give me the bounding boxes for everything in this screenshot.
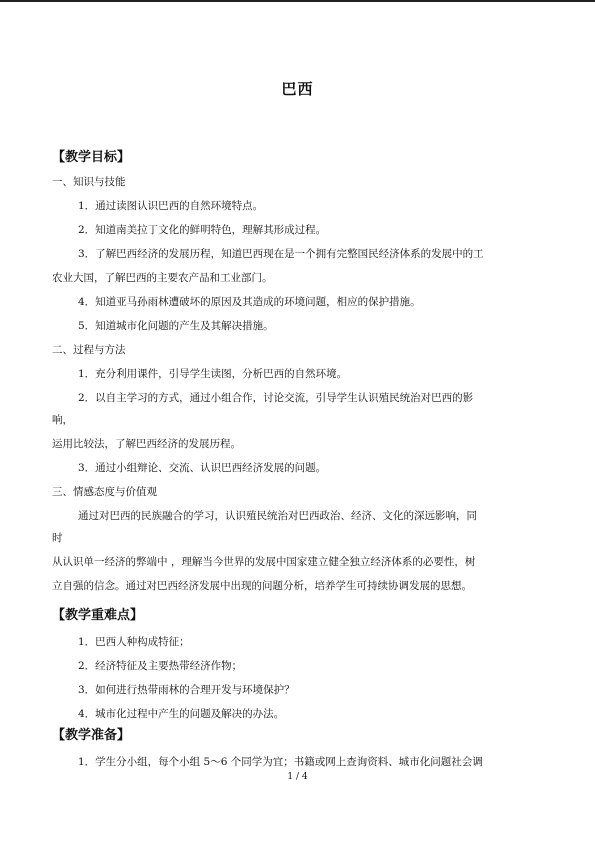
list-item: 1．巴西人种构成特征； bbox=[78, 636, 190, 648]
paragraph-line: 1．充分利用课件，引导学生读图，分析巴西的自然环境。 bbox=[78, 368, 348, 380]
top-border bbox=[0, 0, 595, 2]
subheading-values: 三、情感态度与价值观 bbox=[52, 486, 157, 498]
section-heading-prep: 【教学准备】 bbox=[52, 728, 131, 743]
section-heading-goals: 【教学目标】 bbox=[52, 150, 131, 165]
list-item: 4．城市化过程中产生的问题及解决的办法。 bbox=[78, 708, 285, 720]
subheading-knowledge: 一、知识与技能 bbox=[52, 176, 126, 188]
paragraph-line: 立自强的信念。通过对巴西经济发展中出现的问题分析，培养学生可持续协调发展的思想。 bbox=[52, 580, 472, 592]
paragraph-line: 3．通过小组辩论、交流、认识巴西经济发展的问题。 bbox=[78, 462, 327, 474]
section-heading-keypoints: 【教学重难点】 bbox=[52, 608, 144, 623]
paragraph-line: 2．以自主学习的方式，通过小组合作，讨论交流，引导学生认识殖民统治对巴西的影 bbox=[78, 392, 474, 404]
paragraph-line: 5．知道城市化问题的产生及其解决措施。 bbox=[78, 320, 274, 332]
paragraph-line: 4．知道亚马孙雨林遭破坏的原因及其造成的环境问题，相应的保护措施。 bbox=[78, 296, 421, 308]
paragraph-line: 运用比较法，了解巴西经济的发展历程。 bbox=[52, 438, 241, 450]
paragraph-line: 从认识单一经济的弊端中 ，理解当今世界的发展中国家建立健全独立经济体系的必要性，树 bbox=[52, 556, 476, 568]
page-number: 1 / 4 bbox=[287, 772, 308, 782]
subheading-process: 二、过程与方法 bbox=[52, 344, 126, 356]
document-title: 巴西 bbox=[281, 80, 314, 98]
paragraph-line: 农业大国，了解巴西的主要农产品和工业部门。 bbox=[52, 272, 273, 284]
paragraph-line: 1．通过读图认识巴西的自然环境特点。 bbox=[78, 200, 264, 212]
list-item: 2．经济特征及主要热带经济作物； bbox=[78, 660, 243, 672]
paragraph-line: 响， bbox=[52, 414, 73, 426]
paragraph-line: 1．学生分小组，每个小组 5～6 个同学为宜；书籍或网上查询资料、城市化问题社会调 bbox=[78, 756, 483, 768]
paragraph-line: 3．了解巴西经济的发展历程，知道巴西现在是一个拥有完整国民经济体系的发展中的工 bbox=[78, 248, 484, 260]
paragraph-line: 2．知道南美拉丁文化的鲜明特色，理解其形成过程。 bbox=[78, 224, 327, 236]
list-item: 3．如何进行热带雨林的合理开发与环境保护？ bbox=[78, 684, 295, 696]
paragraph-line: 通过对巴西的民族融合的学习，认识殖民统治对巴西政治、经济、文化的深远影响，同 bbox=[78, 510, 477, 522]
paragraph-line: 时 bbox=[52, 532, 63, 544]
